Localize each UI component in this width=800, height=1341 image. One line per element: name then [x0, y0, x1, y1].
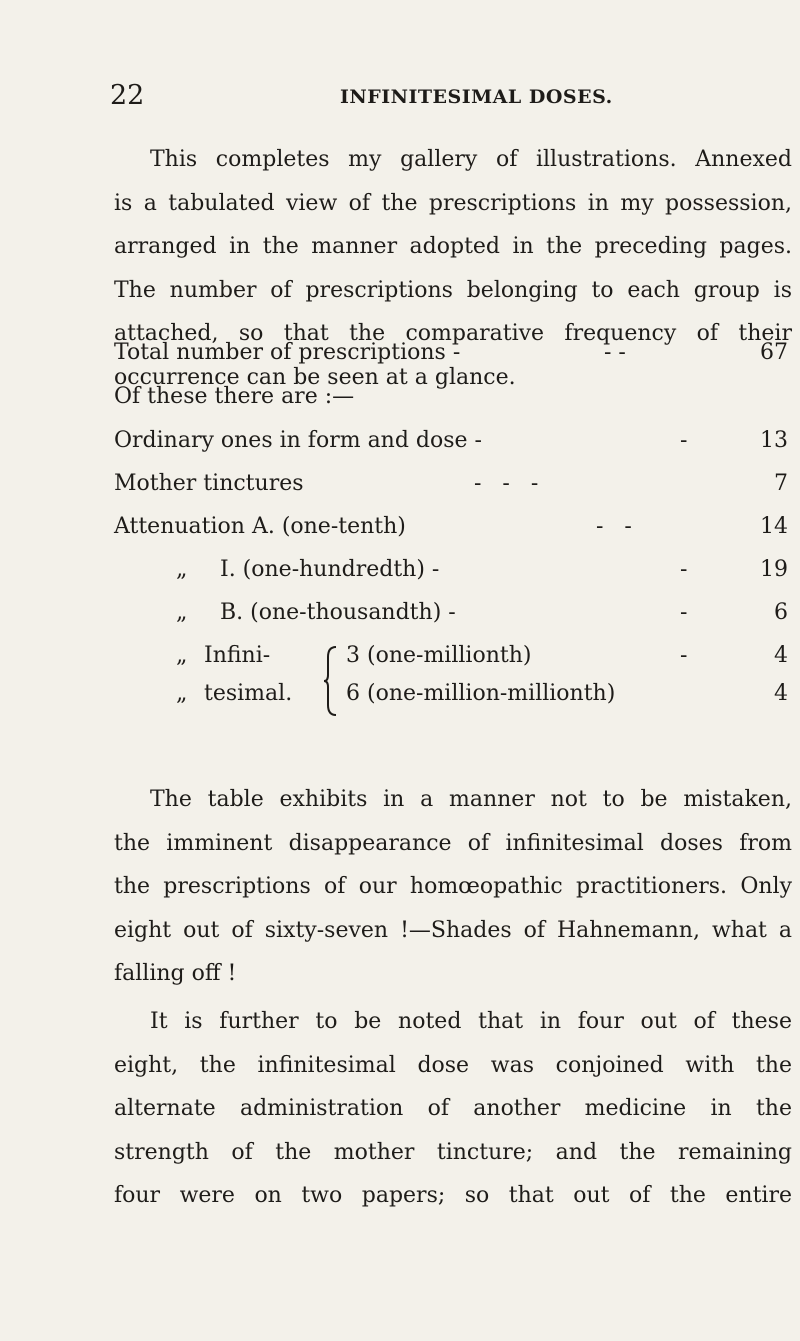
text-line: This completes my gallery of illustrations. Annexed	[150, 147, 792, 172]
text-line: The number of prescriptions belonging to each group is	[114, 277, 792, 303]
table-row	[114, 681, 788, 717]
page-number: 22	[110, 80, 145, 111]
row-label: Mother tinctures	[114, 471, 304, 496]
text-line: It is further to be noted that in four out of these	[150, 1009, 792, 1034]
text-line: eight out of sixty-seven !—Shades of Hahnemann, what a	[114, 917, 792, 943]
row-prefix: Infini-	[204, 643, 271, 668]
row-label: 3 (one-millionth)	[346, 643, 532, 668]
text-line: The table exhibits in a manner not to be mistaken,	[150, 787, 792, 812]
text-line: occurrence can be seen at a glance.	[114, 364, 516, 390]
text-line: attached, so that the comparative frequency of their	[114, 321, 792, 346]
text-line: the imminent disappearance of infinitesimal doses from	[114, 830, 792, 856]
row-dashes: - -	[596, 514, 632, 539]
table-row	[114, 514, 788, 550]
row-value: 19	[760, 557, 788, 582]
row-value: 7	[774, 471, 788, 496]
table-row	[114, 643, 788, 679]
table-row	[114, 600, 788, 636]
table-row	[114, 471, 788, 507]
table-row	[114, 428, 788, 464]
row-label: Ordinary ones in form and dose -	[114, 428, 482, 453]
ditto-mark: „	[176, 557, 188, 582]
subhead-text: Of these there are :—	[114, 384, 355, 409]
row-value: 4	[774, 643, 788, 668]
text-line: is a tabulated view of the prescriptions in my possession,	[114, 190, 792, 216]
table-row	[114, 557, 788, 593]
text-line: falling off !	[114, 961, 237, 986]
running-head: INFINITESIMAL DOSES.	[340, 86, 613, 108]
row-dashes: -	[680, 557, 688, 582]
row-dashes: -	[680, 428, 688, 453]
text-line: arranged in the manner adopted in the preceding pages.	[114, 234, 792, 259]
page-header	[110, 80, 750, 120]
text-line: eight, the infinitesimal dose was conjoined with the	[114, 1052, 792, 1078]
text-line: alternate administration of another medicine in the	[114, 1096, 792, 1121]
closing-paragraph-2	[114, 1000, 792, 1218]
row-dashes: - - -	[474, 471, 539, 496]
row-label: Total number of prescriptions -	[114, 340, 461, 365]
ditto-mark: „	[176, 600, 188, 625]
ditto-mark: „	[176, 681, 188, 706]
ditto-mark: „	[176, 643, 188, 668]
row-dashes: -	[680, 643, 688, 668]
row-value: 67	[760, 340, 788, 365]
row-value: 4	[774, 681, 788, 706]
row-value: 6	[774, 600, 788, 625]
row-dashes: - -	[604, 340, 626, 365]
row-label: I. (one-hundredth) -	[220, 557, 440, 582]
row-label: B. (one-thousandth) -	[220, 600, 456, 625]
text-line: the prescriptions of our homœopathic practitioners. Only	[114, 874, 792, 899]
row-label: 6 (one-million-millionth)	[346, 681, 616, 706]
table-row-total	[114, 340, 788, 376]
row-value: 14	[760, 514, 788, 539]
text-line: strength of the mother tincture; and the remaining	[114, 1139, 792, 1165]
row-label: Attenuation A. (one-tenth)	[114, 514, 406, 539]
closing-paragraph-1	[114, 778, 792, 996]
row-prefix: tesimal.	[204, 681, 293, 706]
text-line: four were on two papers; so that out of the entire	[114, 1183, 792, 1208]
brace-icon	[322, 645, 340, 717]
row-value: 13	[760, 428, 788, 453]
row-dashes: -	[680, 600, 688, 625]
table-subhead	[114, 384, 788, 420]
